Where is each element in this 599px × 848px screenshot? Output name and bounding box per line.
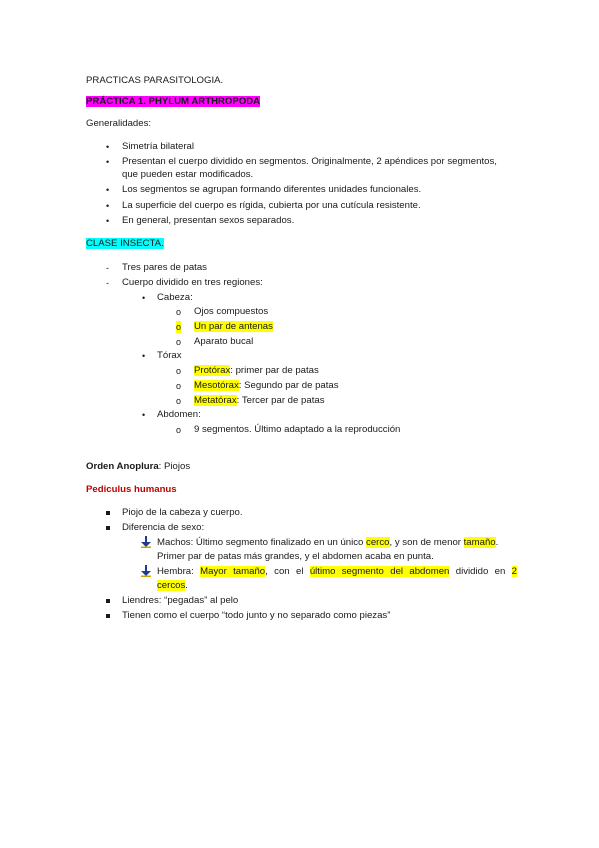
bullet-circle: o: [176, 381, 182, 391]
hembra-2: 2: [511, 566, 518, 577]
generalidades-label: Generalidades:: [86, 118, 152, 129]
list-item: Los segmentos se agrupan formando diferentes unidades funcionales.: [122, 184, 422, 195]
orden-heading: [86, 461, 190, 473]
orden-label: Orden Anoplura: [86, 461, 159, 472]
arrow-down-icon: [141, 536, 151, 548]
bullet-dot: •: [106, 216, 110, 226]
region-abdomen: Abdomen:: [157, 409, 201, 420]
square-bullet: [106, 599, 110, 603]
machos-cerco: cerco: [366, 537, 390, 548]
metatorax-term: Metatórax: [194, 395, 237, 406]
region-torax: Tórax: [157, 350, 182, 361]
protorax-term: Protórax: [194, 365, 231, 376]
machos-line-1: [157, 537, 498, 549]
bullet-dot: •: [142, 351, 146, 361]
species-title: Pediculus humanus: [86, 484, 177, 495]
list-item: [194, 380, 339, 392]
bullet-dot: •: [106, 185, 110, 195]
list-item: 9 segmentos. Último adaptado a la reproducción: [194, 424, 401, 435]
hembra-cercos: cercos: [157, 580, 186, 591]
hembra-text-d: .: [185, 580, 188, 591]
list-item: Cuerpo dividido en tres regiones:: [122, 277, 263, 288]
machos-text-c: .: [495, 537, 499, 548]
list-item: Diferencia de sexo:: [122, 522, 205, 533]
hembra-text-b: , con el: [265, 566, 310, 577]
list-item: Ojos compuestos: [194, 306, 269, 317]
hembra-line-2: [157, 580, 188, 592]
machos-text-b: , y son de menor: [389, 537, 464, 548]
list-item: Piojo de la cabeza y cuerpo.: [122, 507, 243, 518]
hembra-mayor: Mayor tamaño: [200, 566, 266, 577]
practica-title: [86, 96, 260, 108]
list-item: Tres pares de patas: [122, 262, 207, 273]
practica-title-text: PRÁCTICA 1. PHYLUM ARTHROPODA: [86, 96, 261, 107]
clase-title-text: CLASE INSECTA.: [86, 238, 164, 249]
list-item: [194, 365, 319, 377]
square-bullet: [106, 511, 110, 515]
machos-line-2: Primer par de patas más grandes, y el abdomen acaba en punta.: [157, 551, 434, 562]
bullet-dash: -: [106, 278, 109, 288]
list-item: La superficie del cuerpo es rígida, cubierta por una cutícula resistente.: [122, 200, 421, 211]
bullet-dot: •: [142, 293, 146, 303]
bullet-dot: •: [106, 142, 110, 152]
list-item: En general, presentan sexos separados.: [122, 215, 295, 226]
hembra-ultimo: último segmento del abdomen: [309, 566, 450, 577]
list-item: Aparato bucal: [194, 336, 254, 347]
list-item: Simetría bilateral: [122, 141, 194, 152]
bullet-dot: •: [142, 410, 146, 420]
bullet-circle: o: [176, 337, 182, 347]
list-item-continuation: que pueden estar modificados.: [122, 169, 254, 180]
region-cabeza: Cabeza:: [157, 292, 193, 303]
bullet-dot: •: [106, 201, 110, 211]
square-bullet: [106, 526, 110, 530]
bullet-dot: •: [106, 157, 110, 167]
bullet-circle: o: [176, 322, 182, 332]
document-header: PRACTICAS PARASITOLOGIA.: [86, 75, 224, 86]
bullet-dash: -: [106, 263, 109, 273]
bullet-circle: o: [176, 396, 182, 406]
machos-tamano: tamaño: [463, 537, 496, 548]
bullet-circle: o: [176, 366, 182, 376]
antenas-text: Un par de antenas: [194, 321, 273, 332]
arrow-down-icon: [141, 565, 151, 577]
machos-text-a: Machos: Último segmento finalizado en un único: [157, 537, 367, 548]
mesotorax-desc: : Segundo par de patas: [238, 380, 339, 391]
list-item: Liendres: “pegadas” al pelo: [122, 595, 239, 606]
bullet-circle: o: [176, 307, 182, 317]
square-bullet: [106, 614, 110, 618]
orden-rest: : Piojos: [158, 461, 191, 472]
protorax-desc: : primer par de patas: [230, 365, 319, 376]
list-item: [194, 395, 325, 407]
hembra-line-1: [157, 566, 517, 578]
mesotorax-term: Mesotórax: [194, 380, 239, 391]
hembra-text-a: Hembra:: [157, 566, 201, 577]
list-item: Presentan el cuerpo dividido en segmentos. Originalmente, 2 apéndices por segmentos,: [122, 156, 497, 167]
clase-title: [86, 238, 164, 250]
hembra-text-c: dividido en: [449, 566, 512, 577]
bullet-circle: o: [176, 425, 182, 435]
list-item-highlighted: [194, 321, 273, 333]
list-item: Tienen como el cuerpo “todo junto y no separado como piezas”: [122, 610, 391, 621]
metatorax-desc: : Tercer par de patas: [236, 395, 325, 406]
